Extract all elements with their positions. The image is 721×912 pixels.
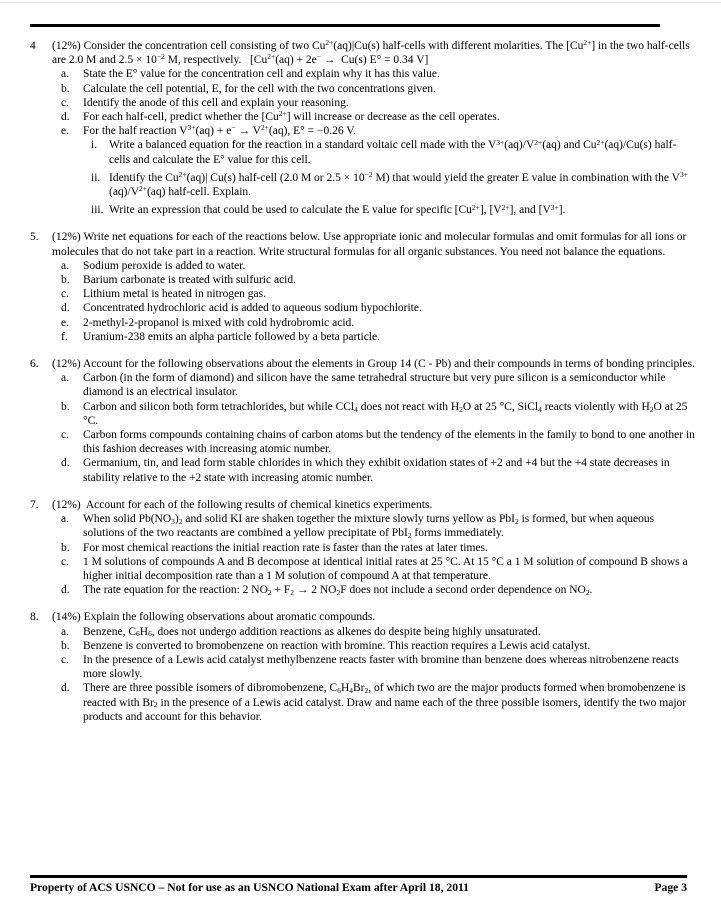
question-item xyxy=(61,583,696,597)
page-footer xyxy=(30,881,687,895)
question-4 xyxy=(30,39,696,217)
question-items xyxy=(61,67,696,217)
question-intro: (14%) Explain the following observations about aromatic compounds. xyxy=(52,611,376,624)
question-item xyxy=(61,625,696,639)
item-text: Carbon forms compounds containing chains of carbon atoms but the tendency of the elements in the family to bond to one another in this fashion decreases with increasing atomic number. xyxy=(83,429,698,456)
item-text: Uranium-238 emits an alpha particle followed by a beta particle. xyxy=(83,330,380,343)
item-text: 2-methyl-2-propanol is mixed with cold hydrobromic acid. xyxy=(83,316,355,329)
subitem-label: i. xyxy=(91,139,98,152)
item-text: Benzene is converted to bromobenzene on reaction with bromine. This reaction requires a Lewis acid catalyst. xyxy=(83,639,591,652)
item-label: c. xyxy=(61,653,69,666)
item-text: Sodium peroxide is added to water. xyxy=(83,259,246,272)
item-text: Lithium metal is heated in nitrogen gas. xyxy=(83,288,267,301)
item-body xyxy=(83,287,696,301)
item-label: a. xyxy=(61,372,69,385)
question-subitem xyxy=(91,171,696,199)
item-label: f. xyxy=(61,330,68,343)
question-item xyxy=(61,681,696,724)
question-intro: (12%) Account for the following observations about the elements in Group 14 (C - Pb) and their compounds in terms of bonding principles. xyxy=(52,358,695,371)
question-item xyxy=(61,512,696,540)
question-item xyxy=(61,110,696,124)
item-label: c. xyxy=(61,429,69,442)
item-body xyxy=(83,371,696,399)
item-label: c. xyxy=(61,555,69,568)
question-item xyxy=(61,428,696,456)
footer-divider-rule xyxy=(30,875,687,878)
question-item xyxy=(61,555,696,583)
item-label: d. xyxy=(61,302,70,315)
question-heading xyxy=(30,498,696,512)
page-top-edge xyxy=(0,2,721,3)
item-text: Identify the anode of this cell and explain your reasoning. xyxy=(83,96,349,109)
question-item xyxy=(61,259,696,273)
item-label: c. xyxy=(61,288,69,301)
item-body xyxy=(83,456,696,484)
question-item xyxy=(61,456,696,484)
item-text: Barium carbonate is treated with sulfuric acid. xyxy=(83,274,296,287)
question-number: 7. xyxy=(30,498,39,511)
question-items xyxy=(61,512,696,597)
item-label: b. xyxy=(61,82,70,95)
item-text: 1 M solutions of compounds A and B decompose at identical initial rates at 25 °C. At 15 °C a 1 M solution of compound B shows a higher initial decomposition rate than a 1 M solution of compound A at that temperature. xyxy=(83,555,691,582)
item-label: a. xyxy=(61,625,69,638)
item-text: Carbon and silicon both form tetrachlorides, but while CCl$_4$ does not react with $H_2O$ at 25 °C, SiCl$_4$ reacts violently with $H_2O$ at 25 °C. xyxy=(83,400,691,427)
question-item xyxy=(61,371,696,399)
item-text: For the half reaction $V^{3+}(aq) + e^- \to V^{2+}(aq)$, E° = −0.26 V. xyxy=(83,123,356,138)
question-heading xyxy=(30,230,696,258)
item-label: c. xyxy=(61,96,69,109)
item-label: d. xyxy=(61,111,70,124)
question-7 xyxy=(30,498,696,597)
question-intro: (12%) Write net equations for each of the reactions below. Use appropriate ionic and molecular formulas and omit formulas for all ions or molecules that do not take part in a reaction. Write structural formulas for all organic substances. You need not balance the equations. xyxy=(52,231,690,258)
question-item xyxy=(61,82,696,96)
subitem-label: iii. xyxy=(91,204,104,217)
item-label: a. xyxy=(61,259,69,272)
item-body xyxy=(83,273,696,287)
question-items xyxy=(61,625,696,724)
subitem-text: Write a balanced equation for the reaction in a standard voltaic cell made with the $V^{3+}(aq)/V^{2+}(aq)$ and $Cu^{2+}(aq)/Cu(s)$ half-cells and calculate the E° value for this cell. xyxy=(109,137,677,166)
item-label: a. xyxy=(61,68,69,81)
question-item xyxy=(61,653,696,681)
item-body xyxy=(83,96,696,110)
question-item xyxy=(61,124,696,217)
item-text: State the E° value for the concentration cell and explain why it has this value. xyxy=(83,68,440,81)
item-body xyxy=(83,653,696,681)
item-body xyxy=(83,82,696,96)
item-body xyxy=(83,681,696,724)
item-body xyxy=(83,639,696,653)
item-body xyxy=(83,400,696,428)
item-label: b. xyxy=(61,541,70,554)
question-item xyxy=(61,330,696,344)
item-body xyxy=(83,330,696,344)
questions-container xyxy=(30,39,696,724)
question-heading xyxy=(30,39,696,67)
subitem-text: Write an expression that could be used to calculate the E value for specific $[Cu^{2+}]$, $[V^{2+}]$, and $[V^{3+}]$. xyxy=(109,202,566,217)
item-text: Germanium, tin, and lead form stable chlorides in which they exhibit oxidation states of +2 and +4 but the +4 state decreases in stability relative to the +2 state with increasing atomic number. xyxy=(83,457,673,484)
question-heading xyxy=(30,357,696,371)
question-number: 5. xyxy=(30,231,39,244)
item-text: Calculate the cell potential, E, for the cell with the two concentrations given. xyxy=(83,82,436,95)
question-item xyxy=(61,287,696,301)
item-text: For each half-cell, predict whether the $[Cu^{2+}]$ will increase or decrease as the cell operates. xyxy=(83,109,500,124)
item-body xyxy=(83,428,696,456)
item-text: When solid $Pb(NO_3)_2$ and solid KI are shaken together the mixture slowly turns yellow as PbI$_2$ is formed, but when aqueous solutions of the two reactants are combined a yellow precipitate of PbI$_2$ forms immediately. xyxy=(83,513,657,541)
item-body xyxy=(83,625,696,639)
item-body xyxy=(83,259,696,273)
question-6 xyxy=(30,357,696,485)
subitem-label: ii. xyxy=(91,171,101,184)
item-label: b. xyxy=(61,400,70,413)
question-item xyxy=(61,541,696,555)
question-item xyxy=(61,67,696,81)
question-items xyxy=(61,259,696,344)
item-text: The rate equation for the reaction: 2 $NO_2 + F_2 \to 2$ $NO_2F$ does not include a second order dependence on $NO_2$. xyxy=(83,584,593,597)
question-item xyxy=(61,316,696,330)
item-body xyxy=(83,512,696,540)
question-subitem xyxy=(91,203,696,217)
item-subitems xyxy=(91,138,696,217)
item-body xyxy=(83,301,696,315)
question-item xyxy=(61,96,696,110)
item-body xyxy=(83,110,696,124)
question-item xyxy=(61,273,696,287)
subitem-text: Identify the $Cu^{2+}(aq)|$ Cu(s) half-cell (2.0 M or $2.5 \times 10^{-2}$ M) that would yield the greater E value in combination with the $V^{3+}(aq)/V^{2+}(aq)$ half-cell. Explain. xyxy=(109,170,688,199)
item-body xyxy=(83,555,696,583)
item-label: e. xyxy=(61,125,69,138)
question-intro: (12%) Account for each of the following results of chemical kinetics experiments. xyxy=(52,498,433,511)
item-text: There are three possible isomers of dibromobenzene, $C_6H_4Br_2$, of which two are the major products formed when bromobenzene is reacted with $Br_2$ in the presence of a Lewis acid catalyst. Draw and name each of the three possible isomers, identify the two major products and account for this behavior. xyxy=(83,682,689,723)
question-number: 8. xyxy=(30,611,39,624)
question-item xyxy=(61,639,696,653)
item-label: d. xyxy=(61,584,70,597)
item-label: a. xyxy=(61,513,69,526)
question-intro: (12%) Consider the concentration cell consisting of two $Cu^{2+}(aq)|Cu(s)$ half-cells with different molarities. The $[Cu^{2+}]$ in the two half-cells are 2.0 M and $2.5 \times 10^{-2}$ M, respectively. [$Cu^{2+}(aq) + 2e^- \to Cu(s) E^\circ = 0.34$ V] xyxy=(52,38,693,67)
question-subitem xyxy=(91,138,696,166)
item-label: d. xyxy=(61,682,70,695)
question-item xyxy=(61,400,696,428)
item-body xyxy=(83,124,696,217)
item-label: d. xyxy=(61,457,70,470)
question-8 xyxy=(30,610,696,724)
item-body xyxy=(83,541,696,555)
item-text: For most chemical reactions the initial reaction rate is faster than the rates at later times. xyxy=(83,541,488,554)
item-body xyxy=(83,67,696,81)
question-heading xyxy=(30,610,696,624)
item-text: Concentrated hydrochloric acid is added to aqueous sodium hypochlorite. xyxy=(83,302,422,315)
question-item xyxy=(61,301,696,315)
question-5 xyxy=(30,230,696,344)
item-text: In the presence of a Lewis acid catalyst methylbenzene reacts faster with bromine than benzene does whereas nitrobenzene reacts more slowly. xyxy=(83,653,682,681)
item-label: b. xyxy=(61,274,70,287)
item-text: Carbon (in the form of diamond) and silicon have the same tetrahedral structure but very pure silicon is a semiconductor while diamond is an electrical insulator. xyxy=(83,372,669,399)
item-body xyxy=(83,583,696,597)
item-label: b. xyxy=(61,639,70,652)
question-items xyxy=(61,371,696,485)
top-divider-rule xyxy=(30,24,660,27)
page-number: Page 3 xyxy=(654,881,687,894)
item-label: e. xyxy=(61,316,69,329)
item-text: Benzene, $C_6H_6$, does not undergo addition reactions as alkenes do despite being highly unsaturated. xyxy=(83,625,541,639)
footer-property-notice: Property of ACS USNCO – Not for use as an USNCO National Exam after April 18, 2011 xyxy=(30,881,469,894)
question-number: 4 xyxy=(30,40,36,52)
item-body xyxy=(83,316,696,330)
question-number: 6. xyxy=(30,358,39,371)
